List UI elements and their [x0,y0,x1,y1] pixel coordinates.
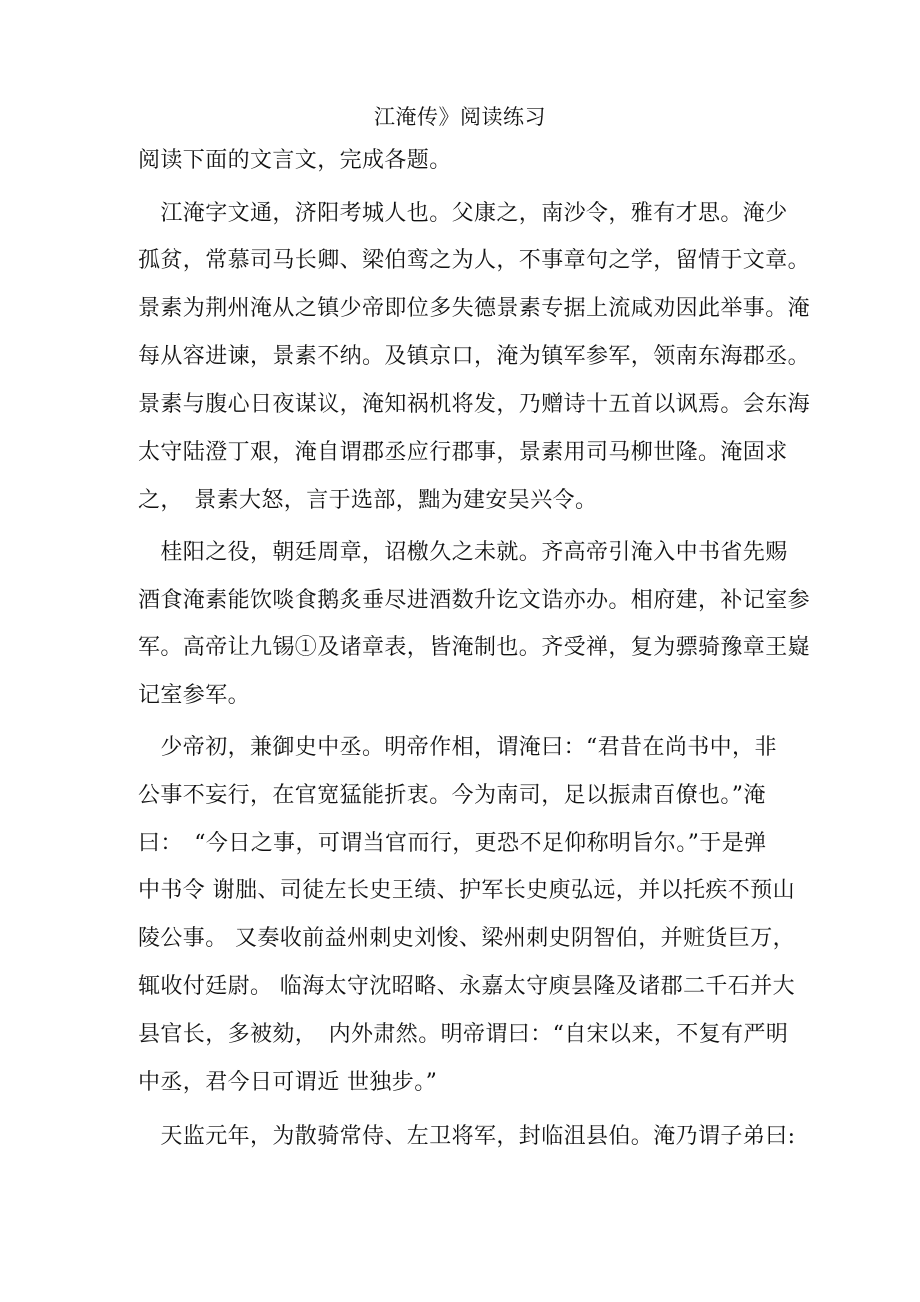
text-line: 曰： “今日之事，可谓当官而行，更恐不足仰称明旨尔。”于是弹 [138,831,767,856]
text-line: 景素为荆州淹从之镇少帝即位多失德景素专据上流咸劝因此举事。淹 [138,296,811,321]
text-line: 江淹字文通，济阳考城人也。父康之，南沙令，雅有才思。淹少 [138,201,788,226]
instruction-text: 阅读下面的文言文，完成各题。 [138,148,452,173]
text-line: 太守陆澄丁艰，淹自谓郡丞应行郡事，景素用司马柳世隆。淹固求 [138,440,788,465]
text-line: 中丞，君今日可谓近 世独步。” [138,1070,438,1095]
text-line: 天监元年，为散骑常侍、左卫将军，封临沮县伯。淹乃谓子弟曰: [138,1124,796,1149]
text-line: 孤贫，常慕司马长卿、梁伯鸾之为人，不事章句之学，留情于文章。 [138,248,811,273]
text-line: 军。高帝让九锡①及诸章表，皆淹制也。齐受禅，复为骠骑豫章王嶷 [138,635,811,660]
text-line: 辄收付廷尉。 临海太守沈昭略、永嘉太守庾昙隆及诸郡二千石并大 [138,974,795,999]
text-line: 酒食淹素能饮啖食鹅炙垂尽进酒数升讫文诰亦办。相府建，补记室参 [138,588,811,613]
text-line: 之， 景素大怒，言于选部，黜为建安吴兴令。 [138,488,598,513]
text-line: 桂阳之役，朝廷周章，诏檄久之未就。齐高帝引淹入中书省先赐 [138,540,788,565]
text-line: 记室参军。 [138,683,251,708]
text-line: 公事不妄行，在官宽猛能折衷。今为南司，足以振肃百僚也。”淹 [138,783,766,808]
document-title: 江淹传》阅读练习 [374,105,546,129]
text-line: 中书令 谢朏、司徒左长史王绩、护军长史庾弘远，并以托疾不预山 [138,878,795,903]
text-line: 少帝初，兼御史中丞。明帝作相，谓淹曰：“君昔在尚书中，非 [138,735,777,760]
text-line: 每从容进谏，景素不纳。及镇京口，淹为镇军参军，领南东海郡丞。 [138,344,811,369]
text-line: 陵公事。 又奏收前益州刺史刘悛、梁州刺史阴智伯，并赃货巨万， [138,926,795,951]
text-line: 景素与腹心日夜谋议，淹知祸机将发，乃赠诗十五首以讽焉。会东海 [138,392,811,417]
text-line: 县官长，多被劾， 内外肃然。明帝谓曰：“自宋以来，不复有严明 [138,1022,789,1047]
